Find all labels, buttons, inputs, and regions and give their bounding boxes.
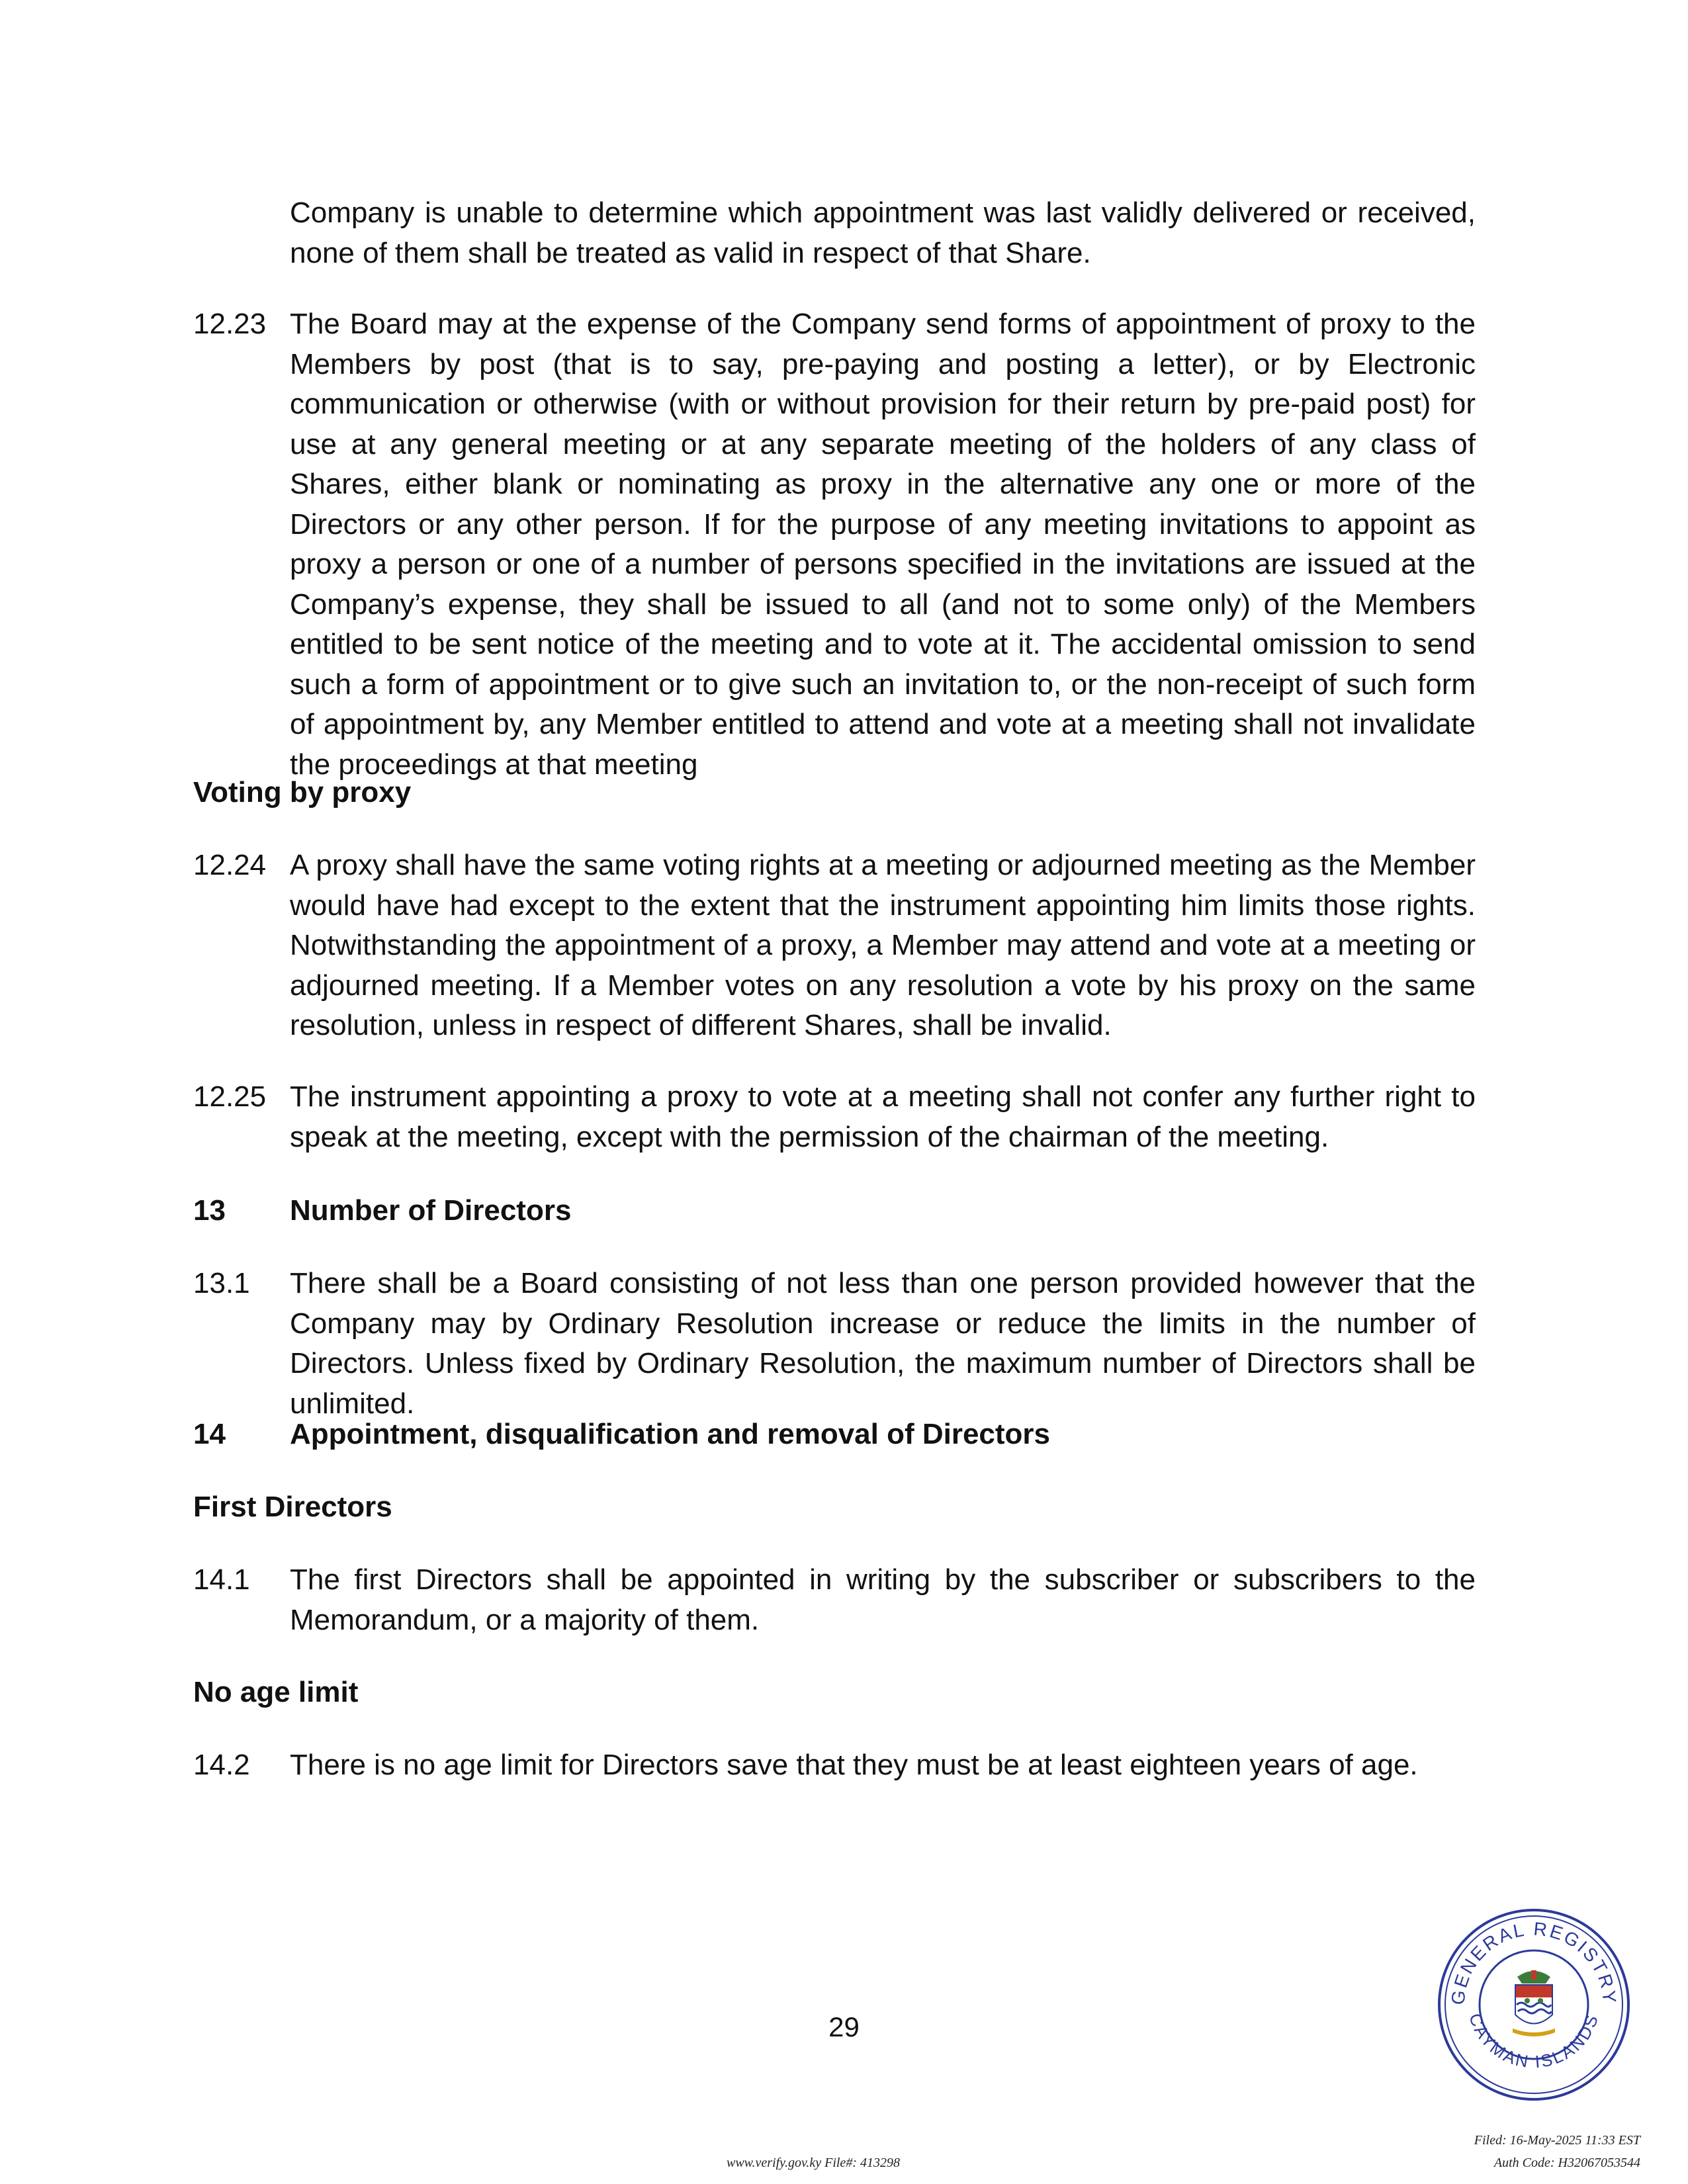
clause-text: The instrument appointing a proxy to vote at a meeting shall not confer any further right to speak at the meeting, except with the permission of the chairman of the meeting. (290, 1080, 1476, 1153)
seal-bottom-text: CAYMAN ISLANDS (1465, 2011, 1603, 2072)
clause-text: There shall be a Board consisting of not less than one person provided however that the Company may by Ordinary Resolution increase or reduce the limits in the number of Directors. Unless fixed by Ordinary Resolution, the maximum number of Directors shall be unlimited. (290, 1267, 1476, 1420)
subheading-voting-by-proxy: Voting by proxy (193, 776, 412, 808)
clause-number: 14.1 (193, 1563, 250, 1596)
section-title: Appointment, disqualification and removal of Directors (290, 1418, 1051, 1450)
section-number: 13 (193, 1194, 226, 1227)
clause-text: The first Directors shall be appointed in writing by the subscriber or subscribers to the Memorandum, or a majority of them. (290, 1563, 1476, 1636)
clause-number: 14.2 (193, 1749, 250, 1781)
clause-number: 12.24 (193, 849, 267, 881)
filed-timestamp: Filed: 16-May-2025 11:33 EST (1474, 2133, 1640, 2148)
continuation-paragraph: Company is unable to determine which appointment was last validly delivered or received, none of them shall be treated as valid in respect of that Share. (290, 197, 1476, 269)
general-registry-seal (1435, 1905, 1633, 2104)
coat-of-arms-icon (1513, 1970, 1555, 2036)
clause-number: 13.1 (193, 1267, 250, 1299)
section-number: 14 (193, 1418, 226, 1450)
section-title: Number of Directors (290, 1194, 572, 1227)
clause-number: 12.25 (193, 1080, 267, 1113)
clause-text: There is no age limit for Directors save that they must be at least eighteen years of age. (290, 1749, 1418, 1781)
clause-number: 12.23 (193, 308, 267, 340)
page-number: 29 (828, 2011, 860, 2042)
auth-code: Auth Code: H32067053544 (1493, 2156, 1640, 2170)
clause-text: A proxy shall have the same voting rights at a meeting or adjourned meeting as the Member would have had except to the extent that the instrument appointing him limits those rights. Notwithstanding the appointment of a proxy, a Member may attend and vote at a meeting or adjourned meeting. If a Member votes on any resolution a vote by his proxy on the same resolution, unless in respect of different Shares, shall be invalid. (290, 849, 1476, 1041)
subheading-no-age-limit: No age limit (193, 1676, 359, 1708)
clause-text: The Board may at the expense of the Company send forms of appointment of proxy to the Members by post (that is to say, pre-paying and posting a letter), or by Electronic communication or otherwise (with or without provision for their return by pre-paid post) for use at any general meeting or at any separate meeting of the holders of any class of Shares, either blank or nominating as proxy in the alternative any one or more of the Directors or any other person. If for the purpose of any meeting invitations to appoint as proxy a person or one of a number of persons specified in the invitations are issued at the Company’s expense, they shall be issued to all (and not to some only) of the Members entitled to be sent notice of the meeting and to vote at it. The accidental omission to send such a form of appointment or to give such an invitation to, or the non-receipt of such form of appointment by, any Member entitled to attend and vote at a meeting shall not invalidate the proceedings at that meeting (290, 308, 1476, 781)
seal-top-text: GENERAL REGISTRY (1447, 1918, 1621, 2006)
subheading-first-directors: First Directors (193, 1491, 392, 1523)
verify-footer: www.verify.gov.ky File#: 413298 (727, 2156, 900, 2170)
